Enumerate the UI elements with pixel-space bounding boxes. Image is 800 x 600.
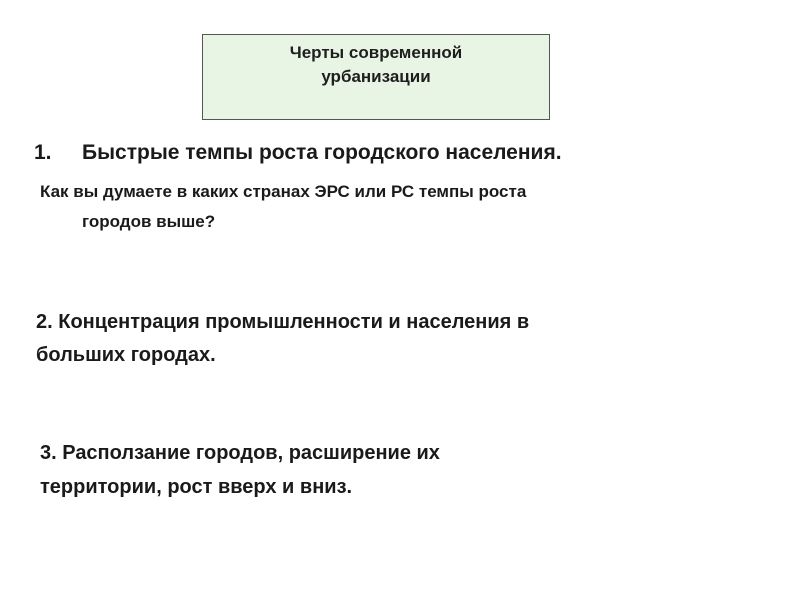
point-1-question [40,177,526,237]
point-1-heading [34,141,562,165]
question-line-2: городов выше? [82,212,216,231]
slide-title-line-1: Черты современной [289,43,463,62]
question-line-1: Как вы думаете в каких странах ЭРС или РС темпы роста [40,182,527,201]
point-2-line-1: 2. Концентрация промышленности и населения в [36,311,530,333]
point-1-number: 1. [34,141,52,164]
point-2 [36,306,736,372]
point-1-text: Быстрые темпы роста городского населения. [82,141,562,164]
slide-title-line-2: урбанизации [321,67,431,86]
point-3-line-2: территории, рост вверх и вниз. [40,476,353,498]
point-3-line-1: 3. Расползание городов, расширение их [40,442,440,464]
slide-title [203,41,549,89]
point-2-line-2: больших городах. [36,344,216,366]
title-box [202,34,550,120]
point-3 [40,436,660,504]
